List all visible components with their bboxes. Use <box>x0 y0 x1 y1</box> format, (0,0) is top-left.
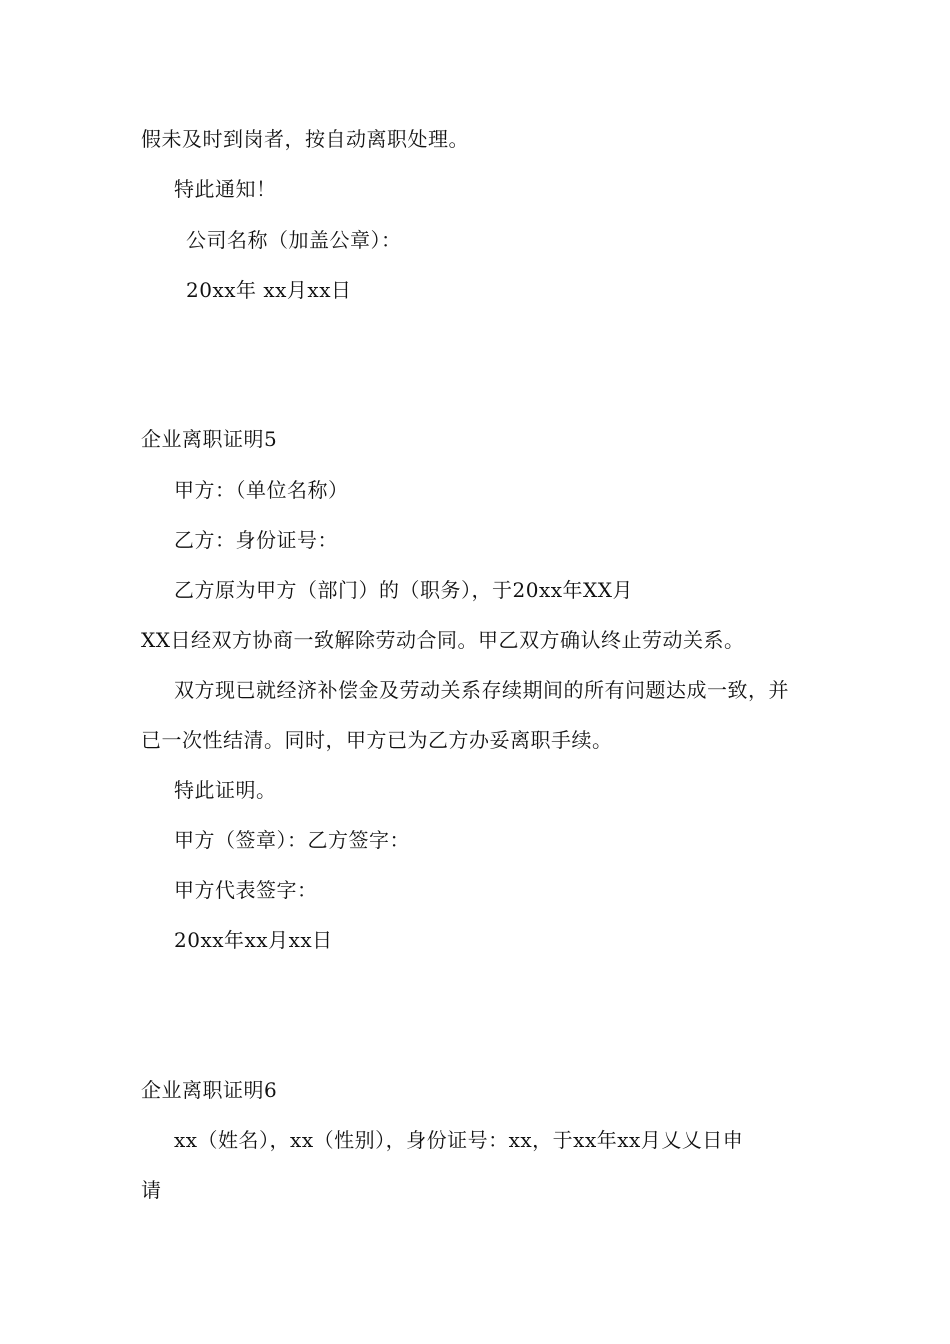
section-heading: 企业离职证明5 <box>141 427 278 451</box>
text-line: 请 <box>141 1178 162 1202</box>
text-line: 20xx年 xx月xx日 <box>186 278 352 302</box>
text-line: 公司名称（加盖公章）： <box>186 228 402 252</box>
text-line: 特此通知！ <box>174 177 277 201</box>
text-line: XX日经双方协商一致解除劳动合同。甲乙双方确认终止劳动关系。 <box>141 628 745 652</box>
text-line: 假未及时到岗者，按自动离职处理。 <box>141 127 469 151</box>
text-line: 乙方：身份证号： <box>174 528 338 552</box>
text-line: 特此证明。 <box>174 778 277 802</box>
text-line: 20xx年xx月xx日 <box>174 928 333 952</box>
text-line: 甲方代表签字： <box>174 878 318 902</box>
text-line: 乙方原为甲方（部门）的（职务），于20xx年XX月 <box>174 578 633 602</box>
section-heading: 企业离职证明6 <box>141 1078 278 1102</box>
text-line: xx（姓名），xx（性别），身份证号：xx，于xx年xx月乂乂日申 <box>174 1128 744 1152</box>
text-line: 双方现已就经济补偿金及劳动关系存续期间的所有问题达成一致，并 <box>174 678 789 702</box>
text-line: 已一次性结清。同时，甲方已为乙方办妥离职手续。 <box>141 728 613 752</box>
text-line: 甲方：（单位名称） <box>174 478 349 502</box>
text-line: 甲方（签章）：乙方签字： <box>174 828 410 852</box>
